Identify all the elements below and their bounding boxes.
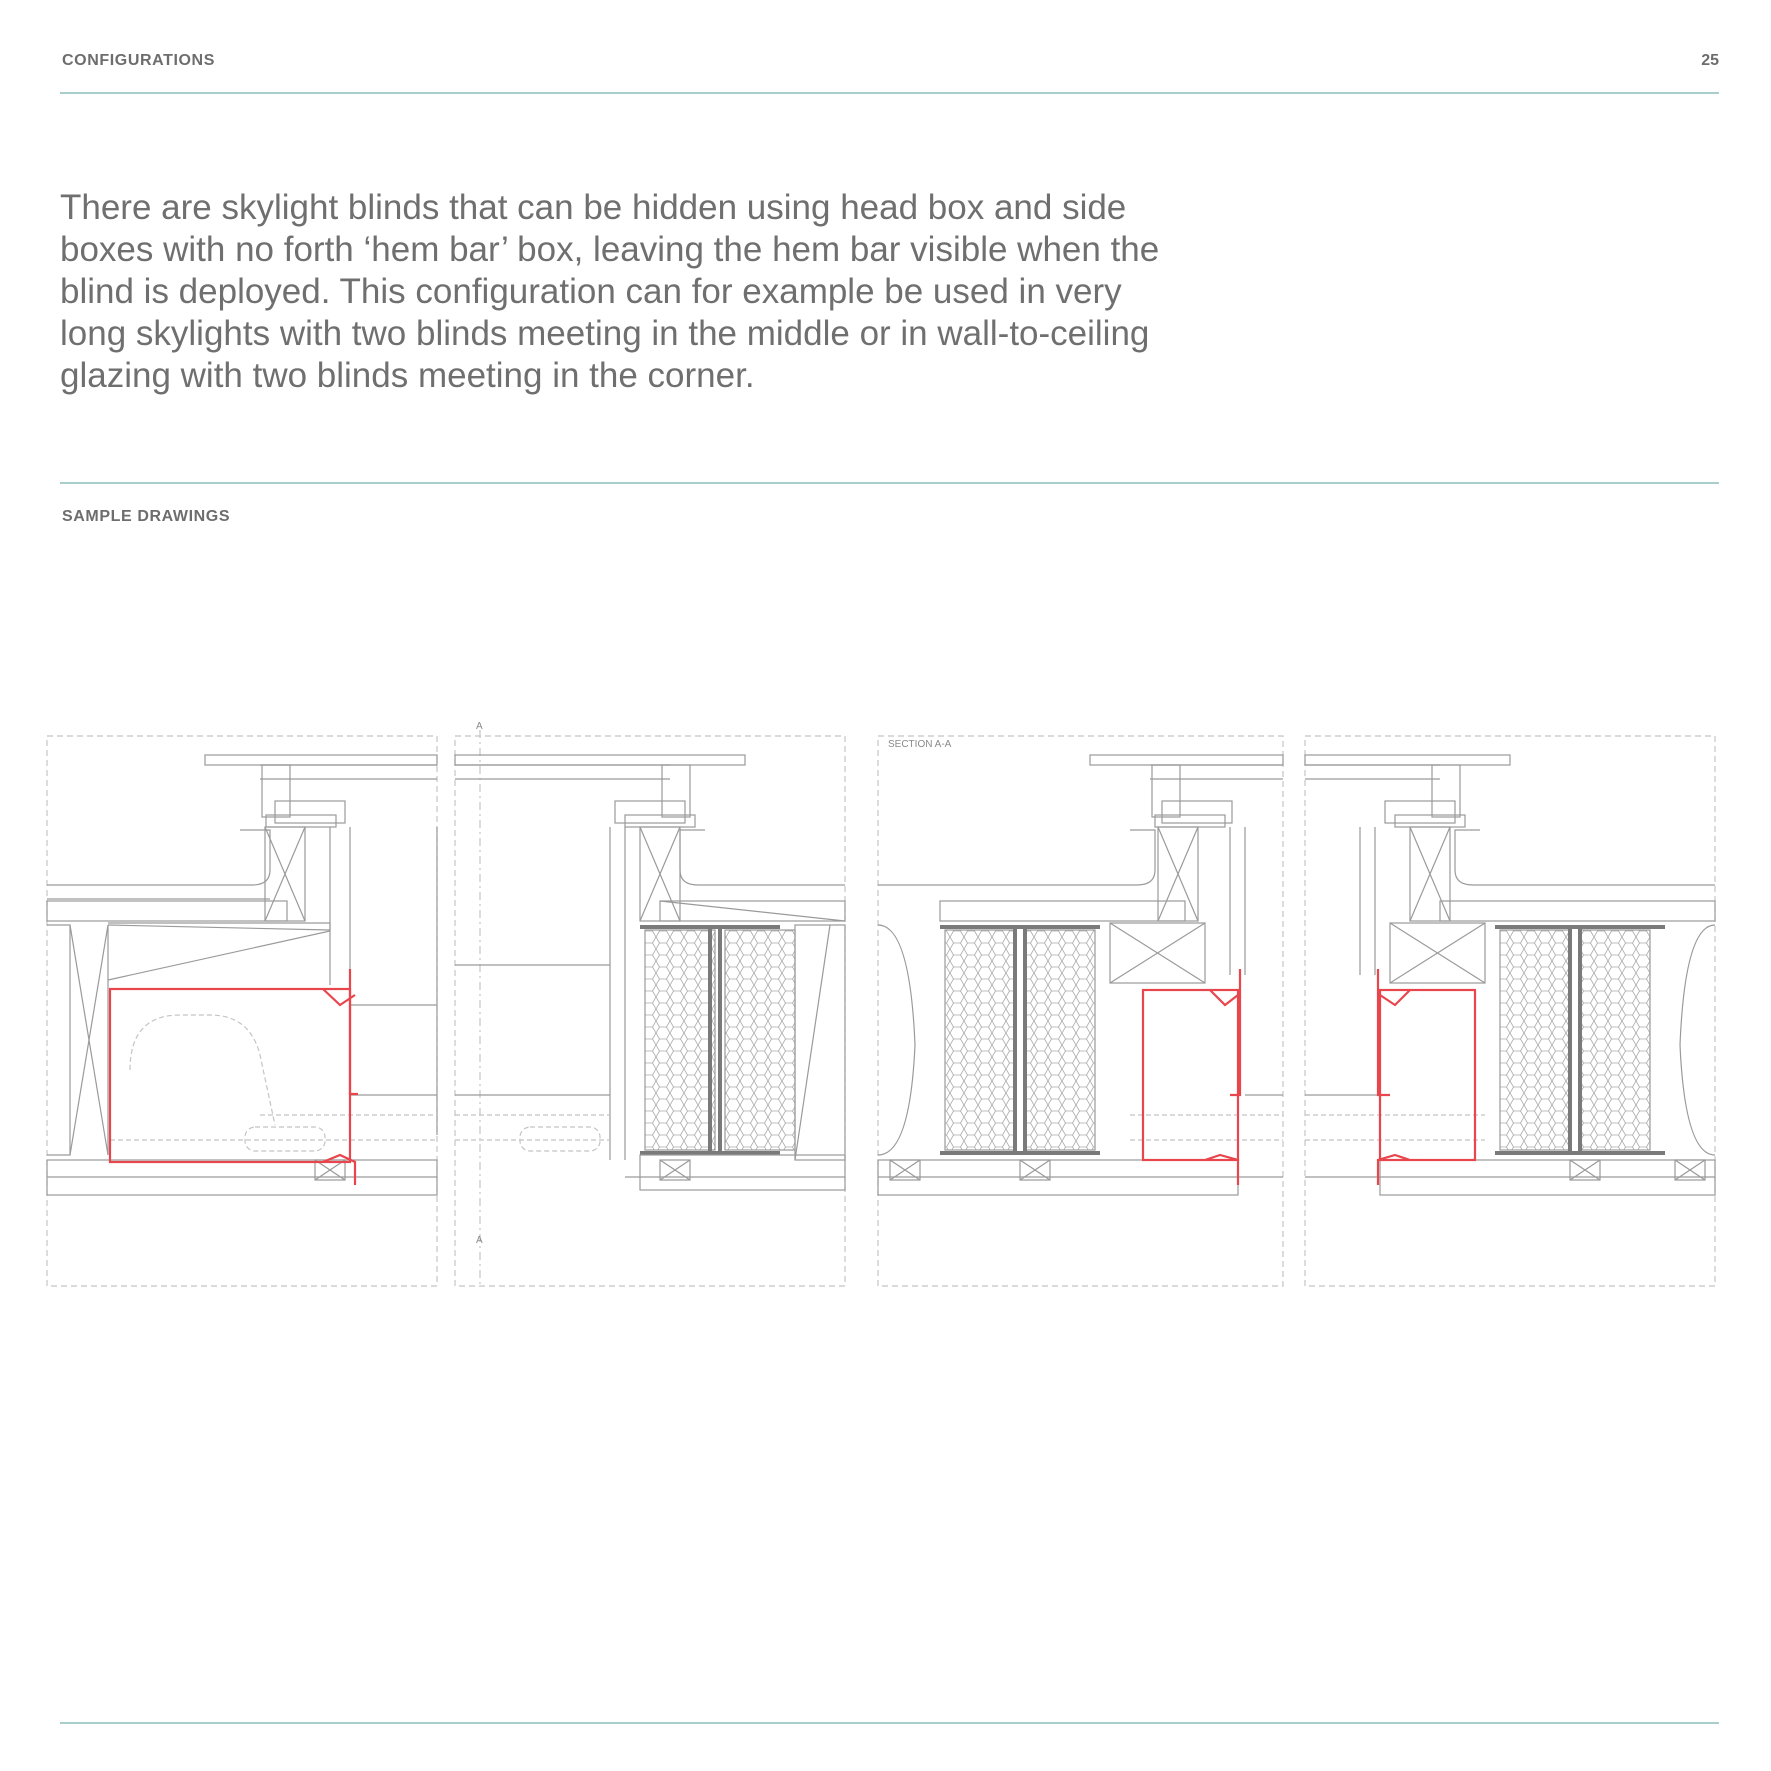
intro-paragraph: There are skylight blinds that can be hidden using head box and side boxes with no forth ‘hem bar’ box, leaving the hem bar visible when the blind is deployed. This configuration can for example be used in very long skylights with two blinds meeting in the middle or in wall-to-ceiling glazing with two blinds meeting in the corner.: [60, 188, 1160, 395]
header-divider: [60, 92, 1719, 94]
sample-drawings: [40, 715, 1730, 1295]
drawing-panel-4: [1305, 736, 1715, 1286]
section-mark-top: A: [476, 721, 483, 732]
section-caption: SECTION A-A: [888, 739, 952, 750]
drawing-panel-3: [878, 736, 1283, 1286]
footer-divider: [60, 1722, 1719, 1724]
section-title-configurations: CONFIGURATIONS: [62, 52, 215, 69]
technical-drawing: [40, 715, 1730, 1295]
drawing-panel-2: [455, 730, 845, 1286]
section-mark-bottom: A: [476, 1235, 483, 1246]
drawing-panel-1: [47, 736, 437, 1286]
page-number: 25: [1701, 52, 1719, 69]
section-title-sample-drawings: SAMPLE DRAWINGS: [62, 508, 231, 525]
section-divider: [60, 482, 1719, 484]
